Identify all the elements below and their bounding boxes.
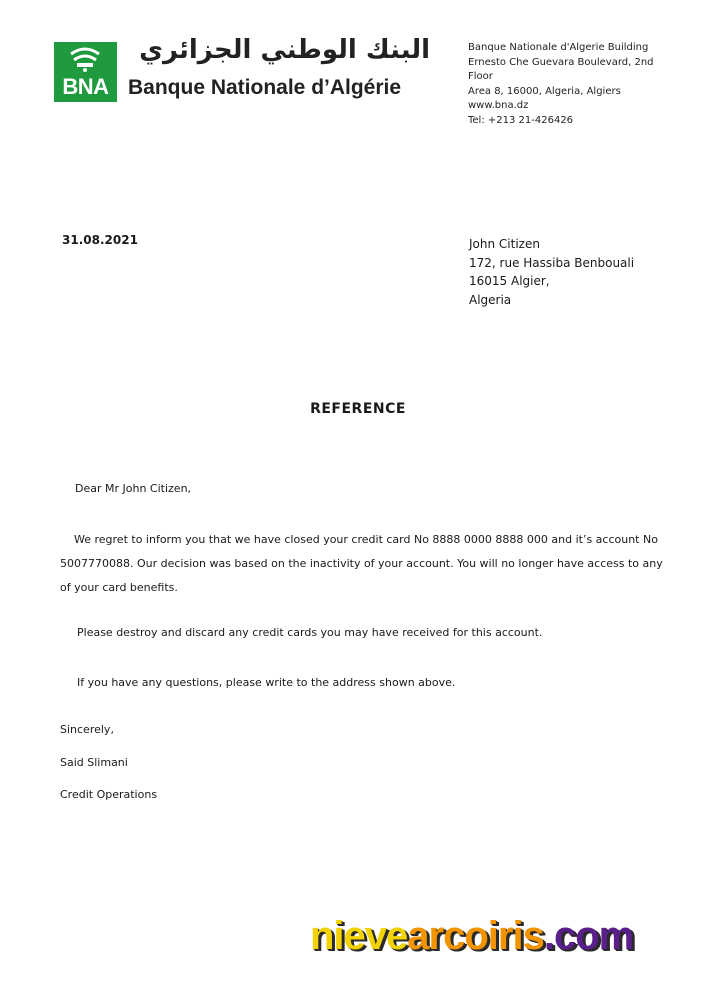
address-line: Banque Nationale d'Algerie Building (468, 42, 649, 53)
recipient-country: Algeria (469, 292, 512, 307)
body-paragraph-2: Please destroy and discard any credit cards you may have received for this account. (77, 626, 543, 639)
signer-name: Said Slimani (60, 756, 128, 769)
bank-address-block (468, 41, 668, 129)
closing: Sincerely, (60, 723, 114, 736)
bank-logo-icon (68, 46, 102, 72)
salutation: Dear Mr John Citizen, (75, 482, 192, 495)
recipient-city: 16015 Algier, (469, 274, 550, 288)
recipient-address (469, 235, 634, 309)
signer-department: Credit Operations (60, 788, 158, 801)
watermark-part-1: nieve (310, 914, 408, 958)
address-line: Area 8, 16000, Algeria, Algiers (468, 85, 621, 97)
letter-date: 31.08.2021 (62, 233, 138, 247)
letter-title: REFERENCE (310, 401, 406, 417)
watermark-part-2: arcoiris (407, 914, 544, 958)
address-line: Floor (468, 71, 493, 83)
watermark (310, 914, 633, 959)
address-line: Ernesto Che Guevara Boulevard, 2nd (468, 56, 654, 68)
watermark-part-3: .com (543, 914, 634, 958)
body-paragraph-1: We regret to inform you that we have closed your credit card No 8888 0000 8888 000 and it’s account No 5007770088. Our decision was based on the inactivity of your account. You will no longer have access to any of your card benefits. (60, 533, 663, 594)
website-link[interactable]: www.bna.dz (468, 100, 529, 112)
phone-number: Tel: +213 21-426426 (468, 114, 574, 126)
logo-abbreviation: BNA (62, 74, 109, 99)
recipient-street: 172, rue Hassiba Benbouali (469, 255, 635, 270)
body-paragraph-3: If you have any questions, please write to the address shown above. (77, 676, 456, 689)
recipient-name: John Citizen (469, 237, 540, 251)
bank-name: Banque Nationale d’Algérie (128, 76, 402, 99)
bank-logo (54, 42, 117, 102)
bank-name-arabic: البنك الوطني الجزائري (139, 35, 430, 65)
